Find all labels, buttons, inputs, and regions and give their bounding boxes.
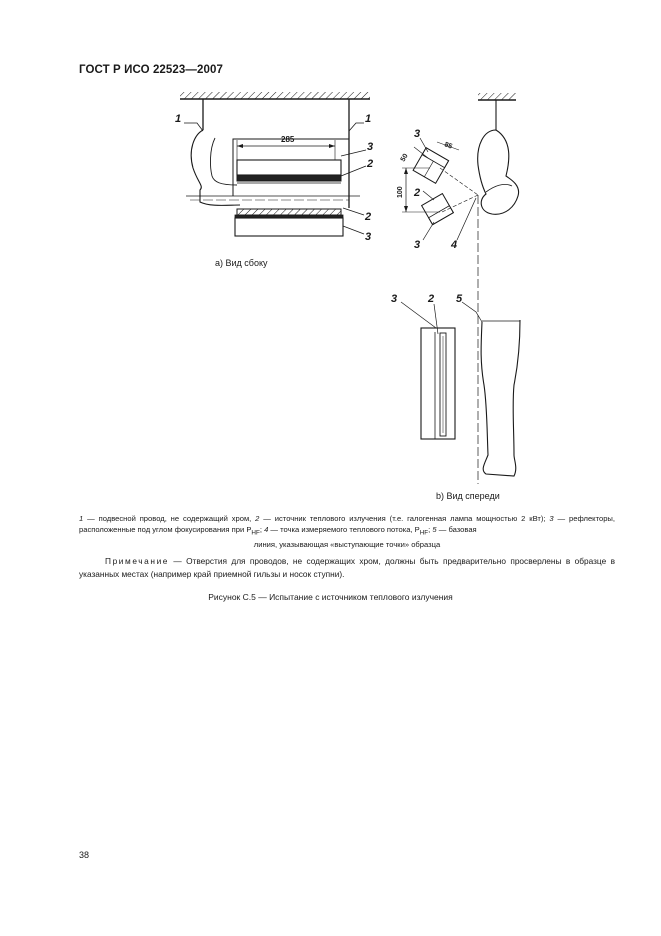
label-1-left: 1 [175,113,182,125]
front-label-5: 5 [456,293,463,305]
label-3-top: 3 [367,141,374,153]
note-text: — Отверстия для проводов, не содержащих хром, должны быть предварительно просверлены в образце в указанных местах (например край приемной гильзы и носок ступни). [79,556,615,579]
legend-sep-1: ; [259,525,265,534]
document-header: ГОСТ Р ИСО 22523—2007 [79,64,224,76]
ceiling-hatch [180,92,370,99]
lower-heat-source [237,209,341,215]
legend-text-4: — точка измеряемого теплового потока, P [268,525,420,534]
front-label-3: 3 [391,293,398,305]
front-label-2: 2 [428,293,435,305]
upper-heat-source [237,175,341,181]
front-view-labels [391,293,463,305]
detail-label-2: 2 [414,187,421,199]
front-reflector [421,328,455,439]
legend-sep-2: ; [428,525,433,534]
legend-sub-hf-1: HF [251,529,260,537]
legend-num-3: 3 [549,514,554,523]
caption-front-view: b) Вид спереди [436,491,500,501]
dim-285: 285 [281,135,295,144]
note-paragraph [79,555,615,580]
detail-label-3-bottom: 3 [414,239,421,251]
label-1-right: 1 [365,113,372,125]
legend-num-5: 5 [432,525,437,534]
detail-label-4: 4 [451,239,458,251]
side-view [180,92,370,236]
dim-85: 85 [443,141,454,151]
front-view [401,302,520,476]
figure-title: Рисунок С.5 — Испытание с источником теплового излучения [208,592,453,602]
legend-text-2: — источник теплового излучения (т.е. галогенная лампа мощностью 2 кВт); [259,514,550,523]
legend-num-4: 4 [264,525,269,534]
caption-side-view: а) Вид сбоку [215,258,268,268]
legend-num-2: 2 [255,514,260,523]
legend-num-1: 1 [79,514,84,523]
legend-text-3: — рефлекторы, расположенные под углом фокусирования при P [79,514,615,534]
lower-reflector [235,218,343,236]
page-number: 38 [79,850,90,860]
label-3-bottom: 3 [365,231,372,243]
note-label: Примечание [105,556,170,566]
label-2-bottom: 2 [365,211,372,223]
legend-sub-hf-2: HF [419,529,429,537]
front-leg-outline [481,320,520,476]
foot-outline [478,130,519,214]
dim-100: 100 [397,186,404,198]
detail-label-3-top: 3 [414,128,421,140]
upper-reflector [237,160,341,175]
legend-line-2: линия, указывающая «выступающие точки» образца [253,539,441,549]
legend-text-5: — базовая [436,525,477,534]
figure-legend [79,513,615,550]
dim-50: 50 [399,152,410,163]
label-2-top: 2 [367,158,374,170]
legend-text-1: — подвесной провод, не содержащий хром, [83,514,256,523]
